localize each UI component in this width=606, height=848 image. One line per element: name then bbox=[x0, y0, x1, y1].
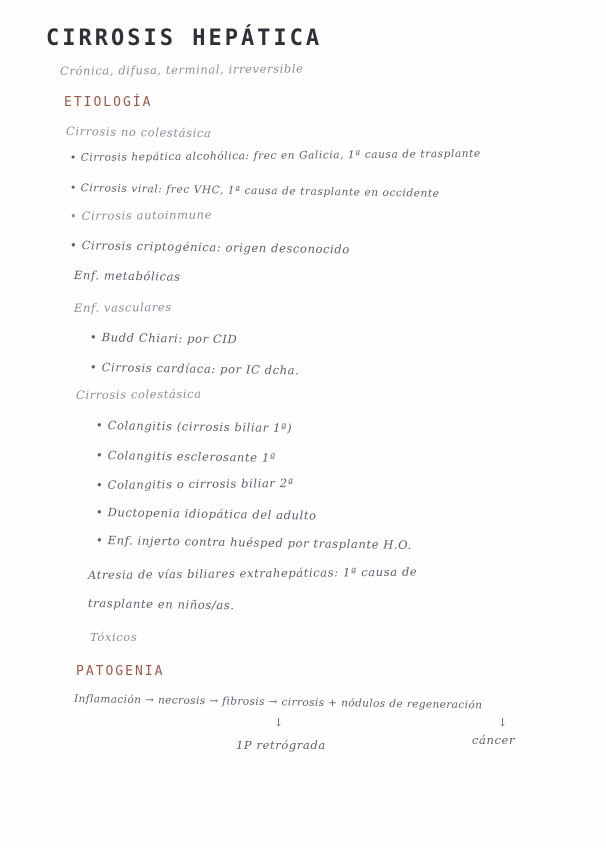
subtitle: Crónica, difusa, terminal, irreversible bbox=[59, 61, 304, 78]
down-arrow-icon: ↓ bbox=[498, 716, 508, 729]
patogenia-result-right: cáncer bbox=[472, 733, 516, 747]
list-item: • Colangitis (cirrosis biliar 1ª) bbox=[95, 418, 293, 436]
patogenia-heading: PATOGENIA bbox=[76, 664, 165, 679]
list-item: • Enf. injerto contra huésped por trasplante H.O. bbox=[95, 533, 412, 552]
down-arrow-icon: ↓ bbox=[274, 716, 284, 729]
patogenia-result-left: 1P retrógrada bbox=[236, 738, 326, 752]
list-item: • Colangitis o cirrosis biliar 2ª bbox=[95, 475, 294, 492]
atresia-line-2: trasplante en niños/as. bbox=[87, 596, 235, 613]
list-item: • Cirrosis cardíaca: por IC dcha. bbox=[89, 360, 300, 378]
page-title: CIRROSIS HEPÁTICA bbox=[46, 26, 323, 51]
toxicos-label: Tóxicos bbox=[90, 630, 138, 644]
etiologia-heading: ETIOLOGÍA bbox=[64, 95, 153, 110]
vasculares-label: Enf. vasculares bbox=[73, 299, 172, 315]
metabolicas-label: Enf. metabólicas bbox=[73, 268, 181, 284]
list-item: • Budd Chiari: por CID bbox=[89, 330, 238, 347]
no-colestasica-label: Cirrosis no colestásica bbox=[65, 124, 212, 141]
colestasica-label: Cirrosis colestásica bbox=[75, 386, 202, 402]
list-item: • Ductopenia idiopática del adulto bbox=[95, 505, 317, 523]
list-item: • Cirrosis viral: frec VHC, 1ª causa de trasplante en occidente bbox=[69, 182, 440, 200]
atresia-line-1: Atresia de vías biliares extrahepáticas: 1ª causa de bbox=[87, 564, 418, 582]
patogenia-flow: Inflamación → necrosis → fibrosis → cirrosis + nódulos de regeneración bbox=[73, 693, 483, 712]
list-item: • Cirrosis hepática alcohólica: frec en Galicia, 1ª causa de trasplante bbox=[69, 147, 481, 164]
list-item: • Colangitis esclerosante 1ª bbox=[95, 448, 276, 465]
list-item: • Cirrosis autoinmune bbox=[69, 207, 213, 223]
list-item: • Cirrosis criptogénica: origen desconocido bbox=[69, 238, 350, 257]
